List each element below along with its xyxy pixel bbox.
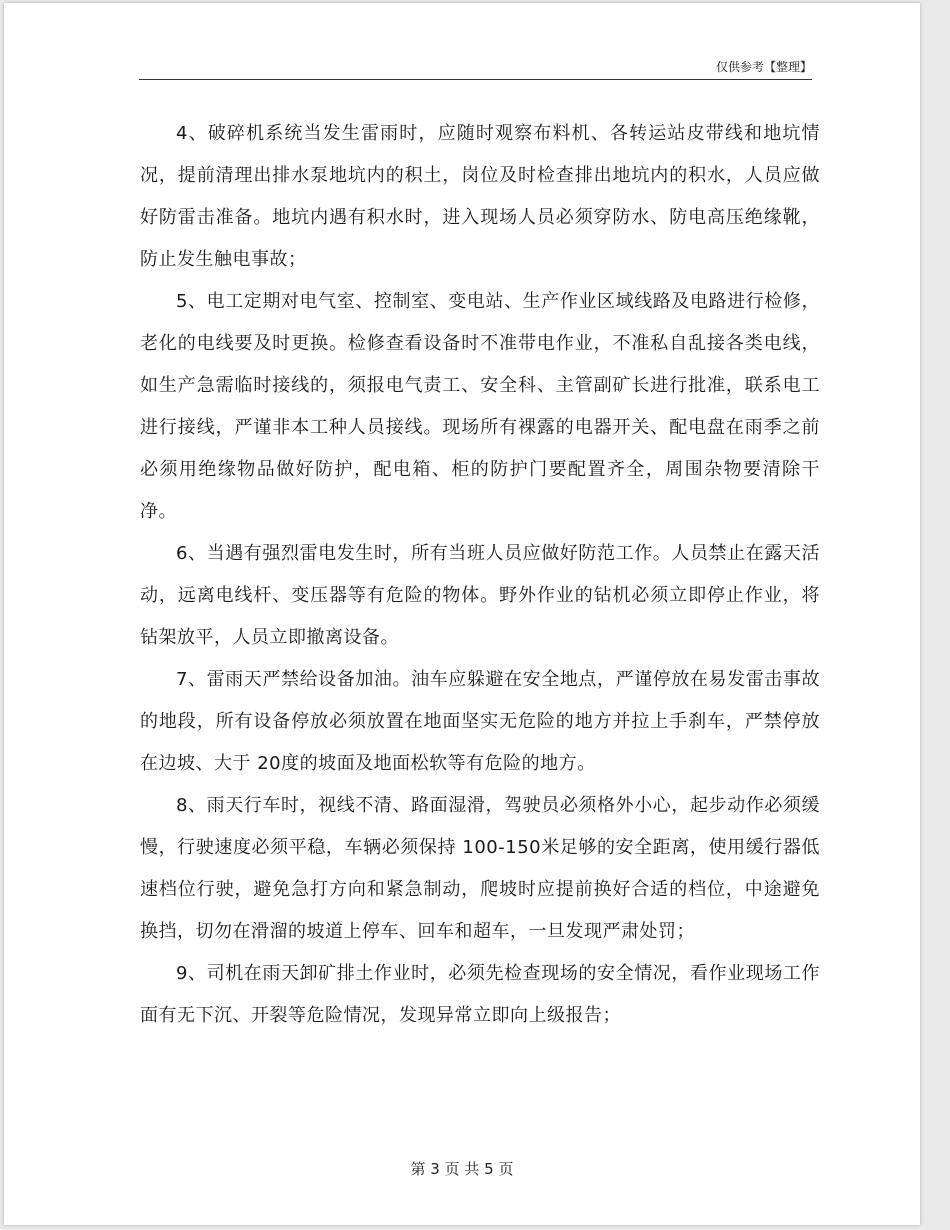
document-body <box>140 113 820 1037</box>
document-page <box>4 3 920 1225</box>
paragraph-8: 8、雨天行车时，视线不清、路面湿滑，驾驶员必须格外小心，起步动作必须缓慢，行驶速度必须平稳，车辆必须保持 100-150米足够的安全距离，使用缓行器低速档位行驶，避免急打方向和紧急制动，爬坡时应提前换好合适的档位，中途避免换挡，切勿在滑溜的坡道上停车、回车和超车，一旦发现严肃处罚； <box>140 795 820 942</box>
page-header: 仅供参考【整理】 <box>715 60 812 74</box>
header-divider <box>139 79 812 80</box>
page-number-footer: 第 3 页 共 5 页 <box>410 1160 514 1178</box>
paragraph-5: 5、电工定期对电气室、控制室、变电站、生产作业区域线路及电路进行检修，老化的电线要及时更换。检修查看设备时不准带电作业，不准私自乱接各类电线，如生产急需临时接线的，须报电气责工、安全科、主管副矿长进行批准，联系电工进行接线，严谨非本工种人员接线。现场所有裸露的电器开关、配电盘在雨季之前必须用绝缘物品做好防护，配电箱、柜的防护门要配置齐全，周围杂物要清除干净。 <box>140 291 820 522</box>
paragraph-9: 9、司机在雨天卸矿排土作业时，必须先检查现场的安全情况，看作业现场工作面有无下沉、开裂等危险情况，发现异常立即向上级报告； <box>140 963 820 1026</box>
paragraph-4: 4、破碎机系统当发生雷雨时，应随时观察布料机、各转运站皮带线和地坑情况，提前清理出排水泵地坑内的积土，岗位及时检查排出地坑内的积水，人员应做好防雷击准备。地坑内遇有积水时，进入现场人员必须穿防水、防电高压绝缘靴，防止发生触电事故； <box>140 123 820 270</box>
paragraph-7: 7、雷雨天严禁给设备加油。油车应躲避在安全地点，严谨停放在易发雷击事故的地段，所有设备停放必须放置在地面坚实无危险的地方并拉上手刹车，严禁停放在边坡、大于 20度的坡面及地面松软等有危险的地方。 <box>140 669 820 774</box>
paragraph-6: 6、当遇有强烈雷电发生时，所有当班人员应做好防范工作。人员禁止在露天活动，远离电线杆、变压器等有危险的物体。野外作业的钻机必须立即停止作业，将钻架放平，人员立即撤离设备。 <box>140 543 820 648</box>
